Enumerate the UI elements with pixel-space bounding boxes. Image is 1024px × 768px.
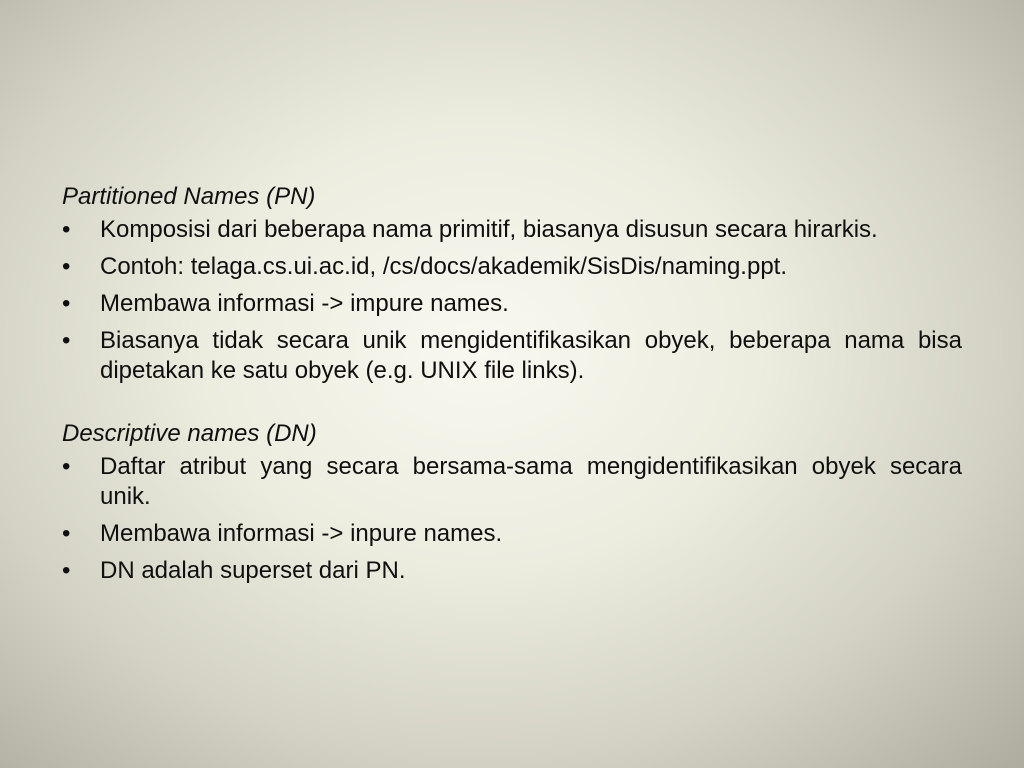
list-item-text: Contoh: telaga.cs.ui.ac.id, /cs/docs/akademik/SisDis/naming.ppt.: [100, 253, 787, 280]
bullet-list: [62, 452, 962, 586]
bullet-icon: •: [62, 453, 71, 480]
list-item-text: DN adalah superset dari PN.: [100, 557, 406, 584]
list-item: [62, 556, 962, 586]
bullet-icon: •: [62, 290, 71, 317]
section-title: Partitioned Names (PN): [62, 183, 316, 210]
list-item-text: Membawa informasi -> impure names.: [100, 290, 509, 317]
list-item-text: Biasanya tidak secara unik mengidentifikasikan obyek, beberapa nama bisa dipetakan ke satu obyek (e.g. UNIX file links).: [100, 327, 962, 384]
list-item-text: Membawa informasi -> inpure names.: [100, 520, 503, 547]
bullet-icon: •: [62, 327, 71, 354]
bullet-icon: •: [62, 253, 71, 280]
list-item: [62, 252, 962, 282]
list-item: [62, 289, 962, 319]
list-item: [62, 326, 962, 386]
list-item-text: Komposisi dari beberapa nama primitif, biasanya disusun secara hirarkis.: [100, 216, 878, 243]
slide-content: [62, 181, 962, 593]
list-item: [62, 452, 962, 512]
bullet-icon: •: [62, 557, 71, 584]
section-title: Descriptive names (DN): [62, 420, 317, 447]
bullet-icon: •: [62, 216, 71, 243]
list-item-text: Daftar atribut yang secara bersama-sama mengidentifikasikan obyek secara unik.: [100, 453, 962, 510]
list-item: [62, 215, 962, 245]
bullet-list: [62, 215, 962, 386]
list-item: [62, 519, 962, 549]
section-descriptive-names: [62, 418, 962, 586]
section-partitioned-names: [62, 181, 962, 386]
bullet-icon: •: [62, 520, 71, 547]
